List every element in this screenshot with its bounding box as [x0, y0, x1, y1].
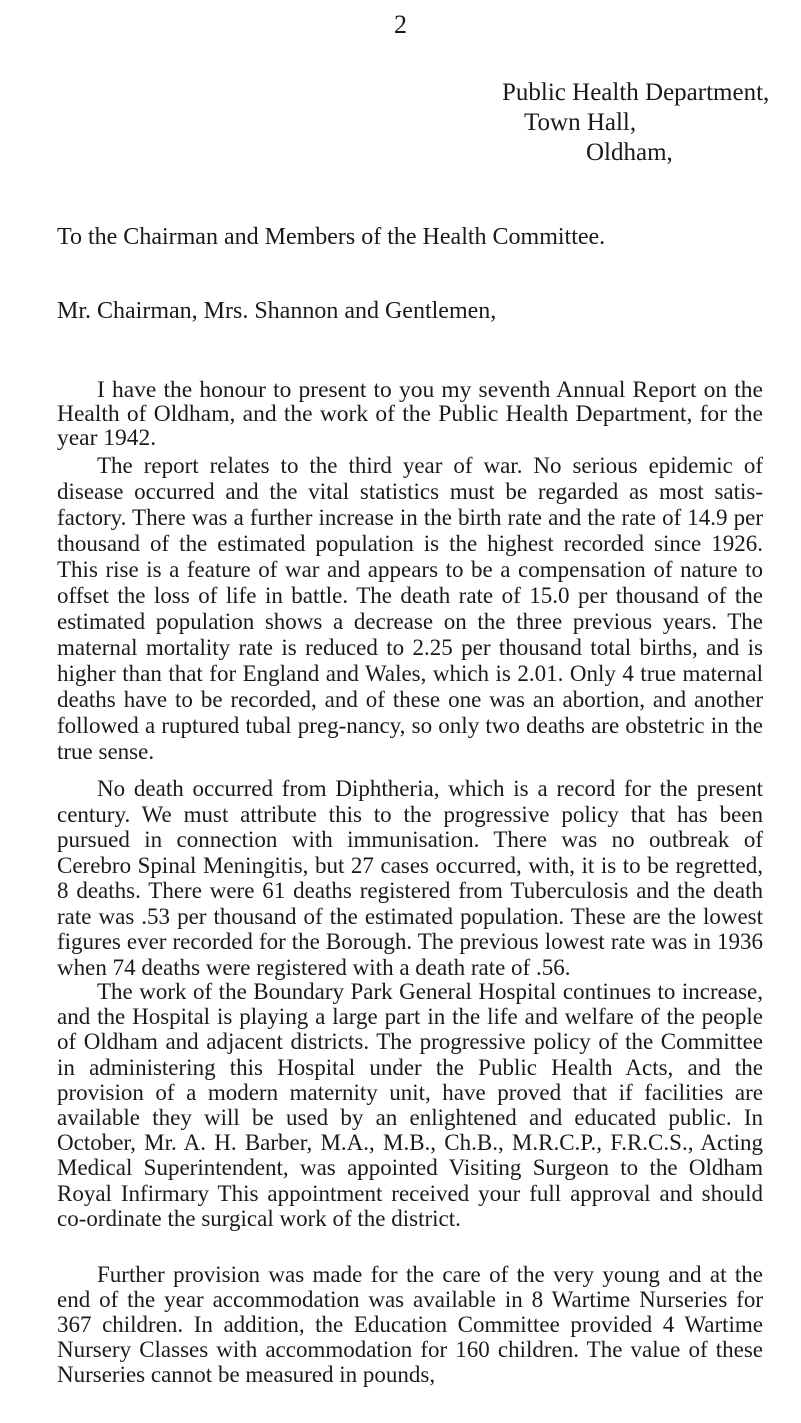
address-line-1: Public Health Department,	[502, 79, 770, 106]
paragraph-1: I have the honour to present to you my seventh Annual Report on the Health of Oldham, and the work of the Public Health Department, for the year 1942.	[57, 377, 763, 451]
salutation: Mr. Chairman, Mrs. Shannon and Gentlemen,	[57, 298, 497, 324]
address-line-2: Town Hall,	[524, 109, 637, 136]
address-line-3: Oldham,	[586, 139, 673, 166]
sender-address	[502, 78, 769, 168]
paragraph-3: No death occurred from Diphtheria, which is a record for the present century. We must attribute this to the progressive policy that has been pursued in connection with immunisation. There was no outbreak of Cerebro Spinal Meningitis, but 27 cases occurred, with, it is to be regretted, 8 deaths. There were 61 deaths registered from Tuberculosis and the death rate was .53 per thousand of the estimated population. These are the lowest figures ever recorded for the Borough. The previous lowest rate was in 1936 when 74 deaths were registered with a death rate of .56.	[57, 776, 763, 980]
page-number: 2	[394, 10, 407, 39]
paragraph-5: Further provision was made for the care of the very young and at the end of the year accommodation was available in 8 Wartime Nurseries for 367 children. In addition, the Education Committee provided 4 Wartime Nursery Classes with accommodation for 160 children. The value of these Nurseries cannot be measured in pounds,	[57, 1262, 763, 1387]
paragraph-4: The work of the Boundary Park General Hospital continues to increase, and the Hospital is playing a large part in the life and welfare of the people of Oldham and adjacent districts. The progressive policy of the Committee in administering this Hospital under the Public Health Acts, and the provision of a modern maternity unit, have proved that if facilities are available they will be used by an enlightened and educated public. In October, Mr. A. H. Barber, M.A., M.B., Ch.B., M.R.C.P., F.R.C.S., Acting Medical Superintendent, was appointed Visiting Surgeon to the Oldham Royal Infirmary This appointment received your full approval and should co-ordinate the surgical work of the district.	[57, 979, 763, 1231]
paragraph-2: The report relates to the third year of war. No serious epidemic of disease occurred and the vital statistics must be regarded as most satis-factory. There was a further increase in the birth rate and the rate of 14.9 per thousand of the estimated population is the highest recorded since 1926. This rise is a feature of war and appears to be a compensation of nature to offset the loss of life in battle. The death rate of 15.0 per thousand of the estimated population shows a decrease on the three previous years. The maternal mortality rate is reduced to 2.25 per thousand total births, and is higher than that for England and Wales, which is 2.01. Only 4 true maternal deaths have to be recorded, and of these one was an abortion, and another followed a ruptured tubal preg-nancy, so only two deaths are obstetric in the true sense.	[57, 453, 763, 764]
addressee-line: To the Chairman and Members of the Health Committee.	[57, 224, 606, 250]
